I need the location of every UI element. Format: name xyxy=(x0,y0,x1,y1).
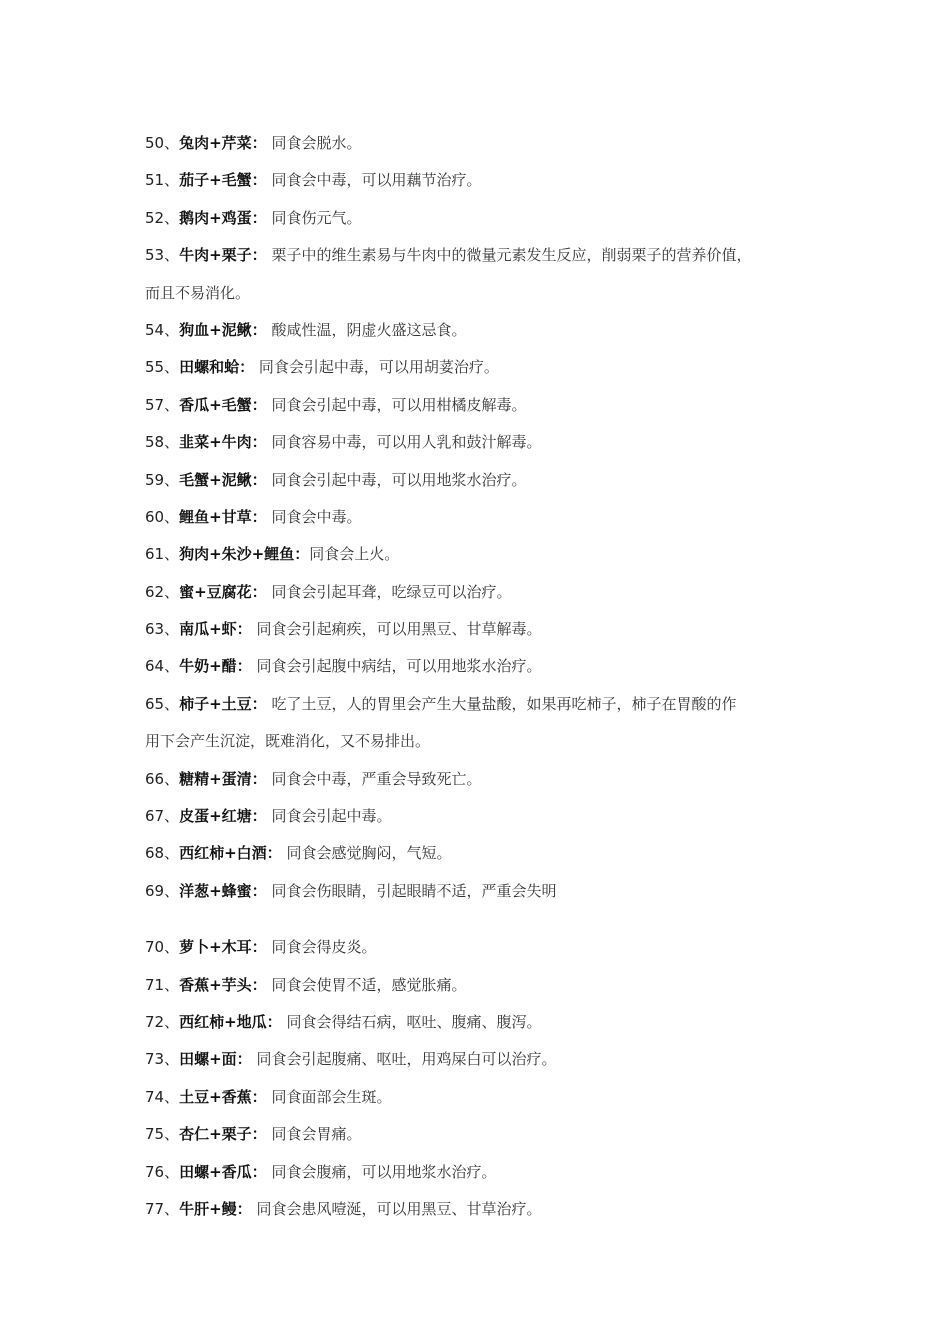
item-title: 香瓜+毛蟹： xyxy=(179,395,267,414)
item-title: 狗肉+朱沙+鲤鱼： xyxy=(179,545,310,564)
item-title: 西红柿+地瓜： xyxy=(179,1012,282,1031)
list-item xyxy=(145,125,815,162)
item-title: 鲤鱼+甘草： xyxy=(179,507,267,526)
item-description: 吃了土豆，人的胃里会产生大量盐酸，如果再吃柿子，柿子在胃酸的作 xyxy=(266,694,737,713)
item-title: 田螺+香瓜： xyxy=(179,1162,267,1181)
item-title: 南瓜+虾： xyxy=(179,620,252,639)
item-number: 73、 xyxy=(145,1050,180,1069)
item-number: 63、 xyxy=(145,620,180,639)
item-description: 同食面部会生斑。 xyxy=(266,1087,392,1106)
item-description: 同食会引起耳聋，吃绿豆可以治疗。 xyxy=(266,582,512,601)
item-number: 77、 xyxy=(145,1199,180,1218)
item-number: 52、 xyxy=(145,208,180,227)
item-title: 香蕉+芋头： xyxy=(179,975,267,994)
item-number: 71、 xyxy=(145,975,180,994)
list-item xyxy=(145,387,815,424)
list-item xyxy=(145,462,815,499)
list-item xyxy=(145,873,815,910)
item-title: 牛肉+栗子： xyxy=(179,246,267,265)
list-item xyxy=(145,686,815,723)
item-title: 毛蟹+泥鳅： xyxy=(179,470,267,489)
item-description: 栗子中的维生素易与牛肉中的微量元素发生反应，削弱栗子的营养价值， xyxy=(266,246,752,265)
item-description: 同食会得结石病，呕吐、腹痛、腹泻。 xyxy=(281,1012,542,1031)
item-description: 同食会上火。 xyxy=(309,545,400,564)
list-item xyxy=(145,611,815,648)
list-item xyxy=(145,929,815,966)
item-number: 76、 xyxy=(145,1162,180,1181)
item-description-continued: 而且不易消化。 xyxy=(145,283,251,302)
item-title: 杏仁+栗子： xyxy=(179,1125,267,1144)
item-number: 64、 xyxy=(145,657,180,676)
item-number: 60、 xyxy=(145,507,180,526)
item-number: 57、 xyxy=(145,395,180,414)
item-description: 同食会患风噎涎，可以用黑豆、甘草治疗。 xyxy=(251,1199,542,1218)
food-incompatibility-list xyxy=(145,125,815,1228)
list-item xyxy=(145,1041,815,1078)
item-title: 鹅肉+鸡蛋： xyxy=(179,208,267,227)
item-number: 69、 xyxy=(145,881,180,900)
item-description: 同食会中毒。 xyxy=(266,507,362,526)
item-description: 同食伤元气。 xyxy=(266,208,362,227)
item-description: 同食会引起中毒，可以用地浆水治疗。 xyxy=(266,470,527,489)
list-item xyxy=(145,200,815,237)
item-description: 酸咸性温，阴虚火盛这忌食。 xyxy=(266,320,467,339)
item-description: 同食会得皮炎。 xyxy=(266,938,377,957)
item-title: 茄子+毛蟹： xyxy=(179,171,267,190)
item-number: 53、 xyxy=(145,246,180,265)
item-number: 74、 xyxy=(145,1087,180,1106)
item-title: 田螺+面： xyxy=(179,1050,252,1069)
item-title: 西红柿+白酒： xyxy=(179,844,282,863)
list-item xyxy=(145,761,815,798)
item-title: 柿子+土豆： xyxy=(179,694,267,713)
item-description: 同食会腹痛，可以用地浆水治疗。 xyxy=(266,1162,497,1181)
item-description: 同食会引起痢疾，可以用黑豆、甘草解毒。 xyxy=(251,620,542,639)
item-title: 田螺和蛤： xyxy=(179,358,255,377)
list-item xyxy=(145,1191,815,1228)
item-title: 蜜+豆腐花： xyxy=(179,582,267,601)
item-description: 同食会中毒，严重会导致死亡。 xyxy=(266,769,482,788)
item-number: 50、 xyxy=(145,134,180,152)
item-description: 同食会胃痛。 xyxy=(266,1125,362,1144)
item-title: 兔肉+芹菜： xyxy=(179,134,267,152)
item-number: 55、 xyxy=(145,358,180,377)
item-title: 牛肝+鳗： xyxy=(179,1199,252,1218)
item-number: 51、 xyxy=(145,171,180,190)
item-title: 糖精+蛋清： xyxy=(179,769,267,788)
item-description: 同食会引起中毒，可以用胡荽治疗。 xyxy=(254,358,499,377)
item-number: 75、 xyxy=(145,1125,180,1144)
list-item xyxy=(145,536,815,573)
item-number: 70、 xyxy=(145,938,180,957)
item-description-continued: 用下会产生沉淀，既难消化，又不易排出。 xyxy=(145,732,431,751)
item-number: 54、 xyxy=(145,320,180,339)
item-number: 68、 xyxy=(145,844,180,863)
list-item xyxy=(145,424,815,461)
item-title: 狗血+泥鳅： xyxy=(179,320,267,339)
list-item xyxy=(145,312,815,349)
item-number: 59、 xyxy=(145,470,180,489)
list-item xyxy=(145,1004,815,1041)
list-item xyxy=(145,1154,815,1191)
item-description: 同食会引起中毒，可以用柑橘皮解毒。 xyxy=(266,395,527,414)
item-description: 同食会脱水。 xyxy=(266,134,362,152)
item-number: 65、 xyxy=(145,694,180,713)
list-item xyxy=(145,648,815,685)
item-number: 67、 xyxy=(145,807,180,826)
item-description: 同食会使胃不适，感觉胀痛。 xyxy=(266,975,467,994)
list-item xyxy=(145,237,815,274)
item-title: 皮蛋+红塘： xyxy=(179,807,267,826)
item-title: 韭菜+牛肉： xyxy=(179,433,267,452)
list-item xyxy=(145,574,815,611)
list-item xyxy=(145,835,815,872)
item-description: 同食会引起中毒。 xyxy=(266,807,392,826)
item-description: 同食会伤眼睛，引起眼睛不适，严重会失明 xyxy=(266,881,557,900)
item-title: 牛奶+醋： xyxy=(179,657,252,676)
list-item xyxy=(145,1079,815,1116)
list-item xyxy=(145,798,815,835)
item-title: 洋葱+蜂蜜： xyxy=(179,881,267,900)
item-description: 同食会感觉胸闷，气短。 xyxy=(281,844,452,863)
list-item xyxy=(145,349,815,386)
item-number: 58、 xyxy=(145,433,180,452)
item-number: 61、 xyxy=(145,545,180,564)
item-description: 同食会引起腹痛、呕吐，用鸡屎白可以治疗。 xyxy=(251,1050,557,1069)
item-number: 66、 xyxy=(145,769,180,788)
list-item xyxy=(145,499,815,536)
item-description: 同食容易中毒，可以用人乳和鼓汁解毒。 xyxy=(266,433,542,452)
list-item xyxy=(145,162,815,199)
item-title: 土豆+香蕉： xyxy=(179,1087,267,1106)
list-item xyxy=(145,1116,815,1153)
item-description: 同食会中毒，可以用藕节治疗。 xyxy=(266,171,482,190)
item-description: 同食会引起腹中病结，可以用地浆水治疗。 xyxy=(251,657,542,676)
item-title: 萝卜+木耳： xyxy=(179,938,267,957)
item-number: 62、 xyxy=(145,582,180,601)
item-number: 72、 xyxy=(145,1012,180,1031)
list-item xyxy=(145,967,815,1004)
